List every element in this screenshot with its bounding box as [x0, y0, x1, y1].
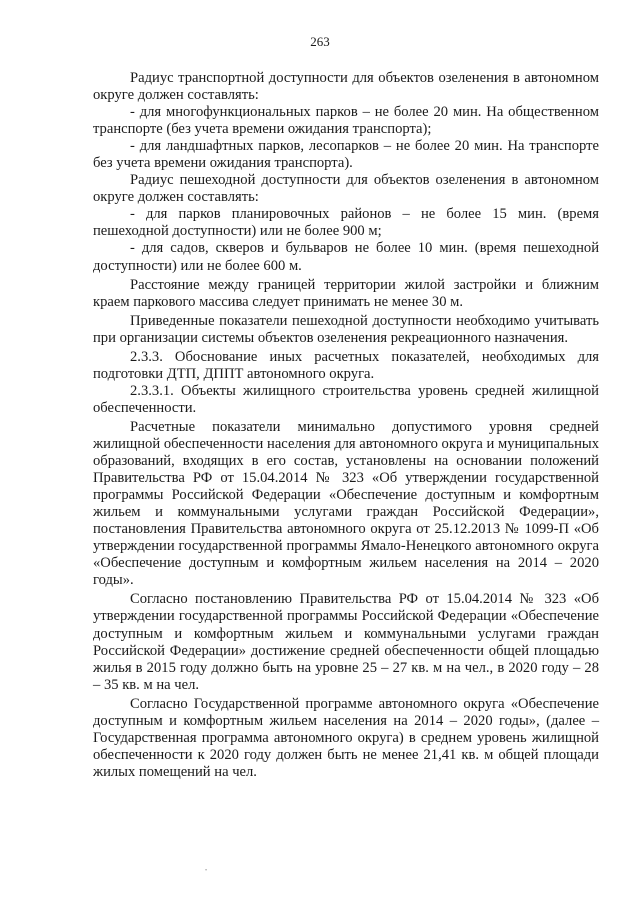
paragraph-housing-indicators: Расчетные показатели минимально допустимого уровня средней жилищной обеспеченности населения для автономного округа и муниципальных образований, входящих в его состав, установлены на основании положений Правительства РФ от 15.04.2014 № 323 «Об утверждении государственной программы Российской Федерации «Обеспечение доступным и комфортным жильем и коммунальными услугами граждан Российской Федерации», постановления Правительства автономного округа от 25.12.2013 № 1099-П «Об утверждении государственной программы Ямало-Ненецкого автономного округа «Обеспечение доступным и комфортным жильем населения на 2014 – 2020 годы». [93, 418, 599, 589]
body-text [93, 70, 599, 781]
list-item-gardens-squares: - для садов, скверов и бульваров не более 10 мин. (время пешеходной доступности) или не более 600 м. [93, 240, 599, 274]
section-heading-2-3-3-1: 2.3.3.1. Объекты жилищного строительства уровень средней жилищной обеспеченности. [93, 382, 599, 416]
scan-mark: • [205, 868, 208, 874]
list-item-district-parks: - для парков планировочных районов – не более 15 мин. (время пешеходной доступности) или не более 900 м; [93, 206, 599, 240]
paragraph-pedestrian-radius: Радиус пешеходной доступности для объектов озеленения в автономном округе должен составлять: [93, 172, 599, 206]
paragraph-distance-boundary: Расстояние между границей территории жилой застройки и ближним краем паркового массива следует принимать не менее 30 м. [93, 276, 599, 310]
paragraph-transport-radius: Радиус транспортной доступности для объектов озеленения в автономном округе должен составлять: [93, 70, 599, 104]
page-number: 263 [310, 34, 330, 49]
list-item-landscape-parks: - для ландшафтных парков, лесопарков – не более 20 мин. На транспорте без учета времени ожидания транспорта). [93, 138, 599, 172]
paragraph-government-decree: Согласно постановлению Правительства РФ от 15.04.2014 № 323 «Об утверждении государственной программы Российской Федерации «Обеспечение доступным и комфортным жильем и коммунальными услугами граждан Российской Федерации» достижение средней обеспеченности общей площадью жилья в 2015 году должно быть на уровне 25 – 27 кв. м на чел., в 2020 году – 28 – 35 кв. м на чел. [93, 591, 599, 693]
paragraph-regional-program: Согласно Государственной программе автономного округа «Обеспечение доступным и комфортным жильем населения на 2014 – 2020 годы», (далее – Государственная программа автономного округа) в среднем уровень жилищной обеспеченности к 2020 году должен быть не менее 21,41 кв. м общей площади жилых помещений на чел. [93, 695, 599, 780]
paragraph-indicators: Приведенные показатели пешеходной доступности необходимо учитывать при организации системы объектов озеленения рекреационного назначения. [93, 312, 599, 346]
section-heading-2-3-3: 2.3.3. Обоснование иных расчетных показателей, необходимых для подготовки ДТП, ДППТ автономного округа. [93, 348, 599, 382]
list-item-multifunctional-parks: - для многофункциональных парков – не более 20 мин. На общественном транспорте (без учета времени ожидания транспорта); [93, 104, 599, 138]
